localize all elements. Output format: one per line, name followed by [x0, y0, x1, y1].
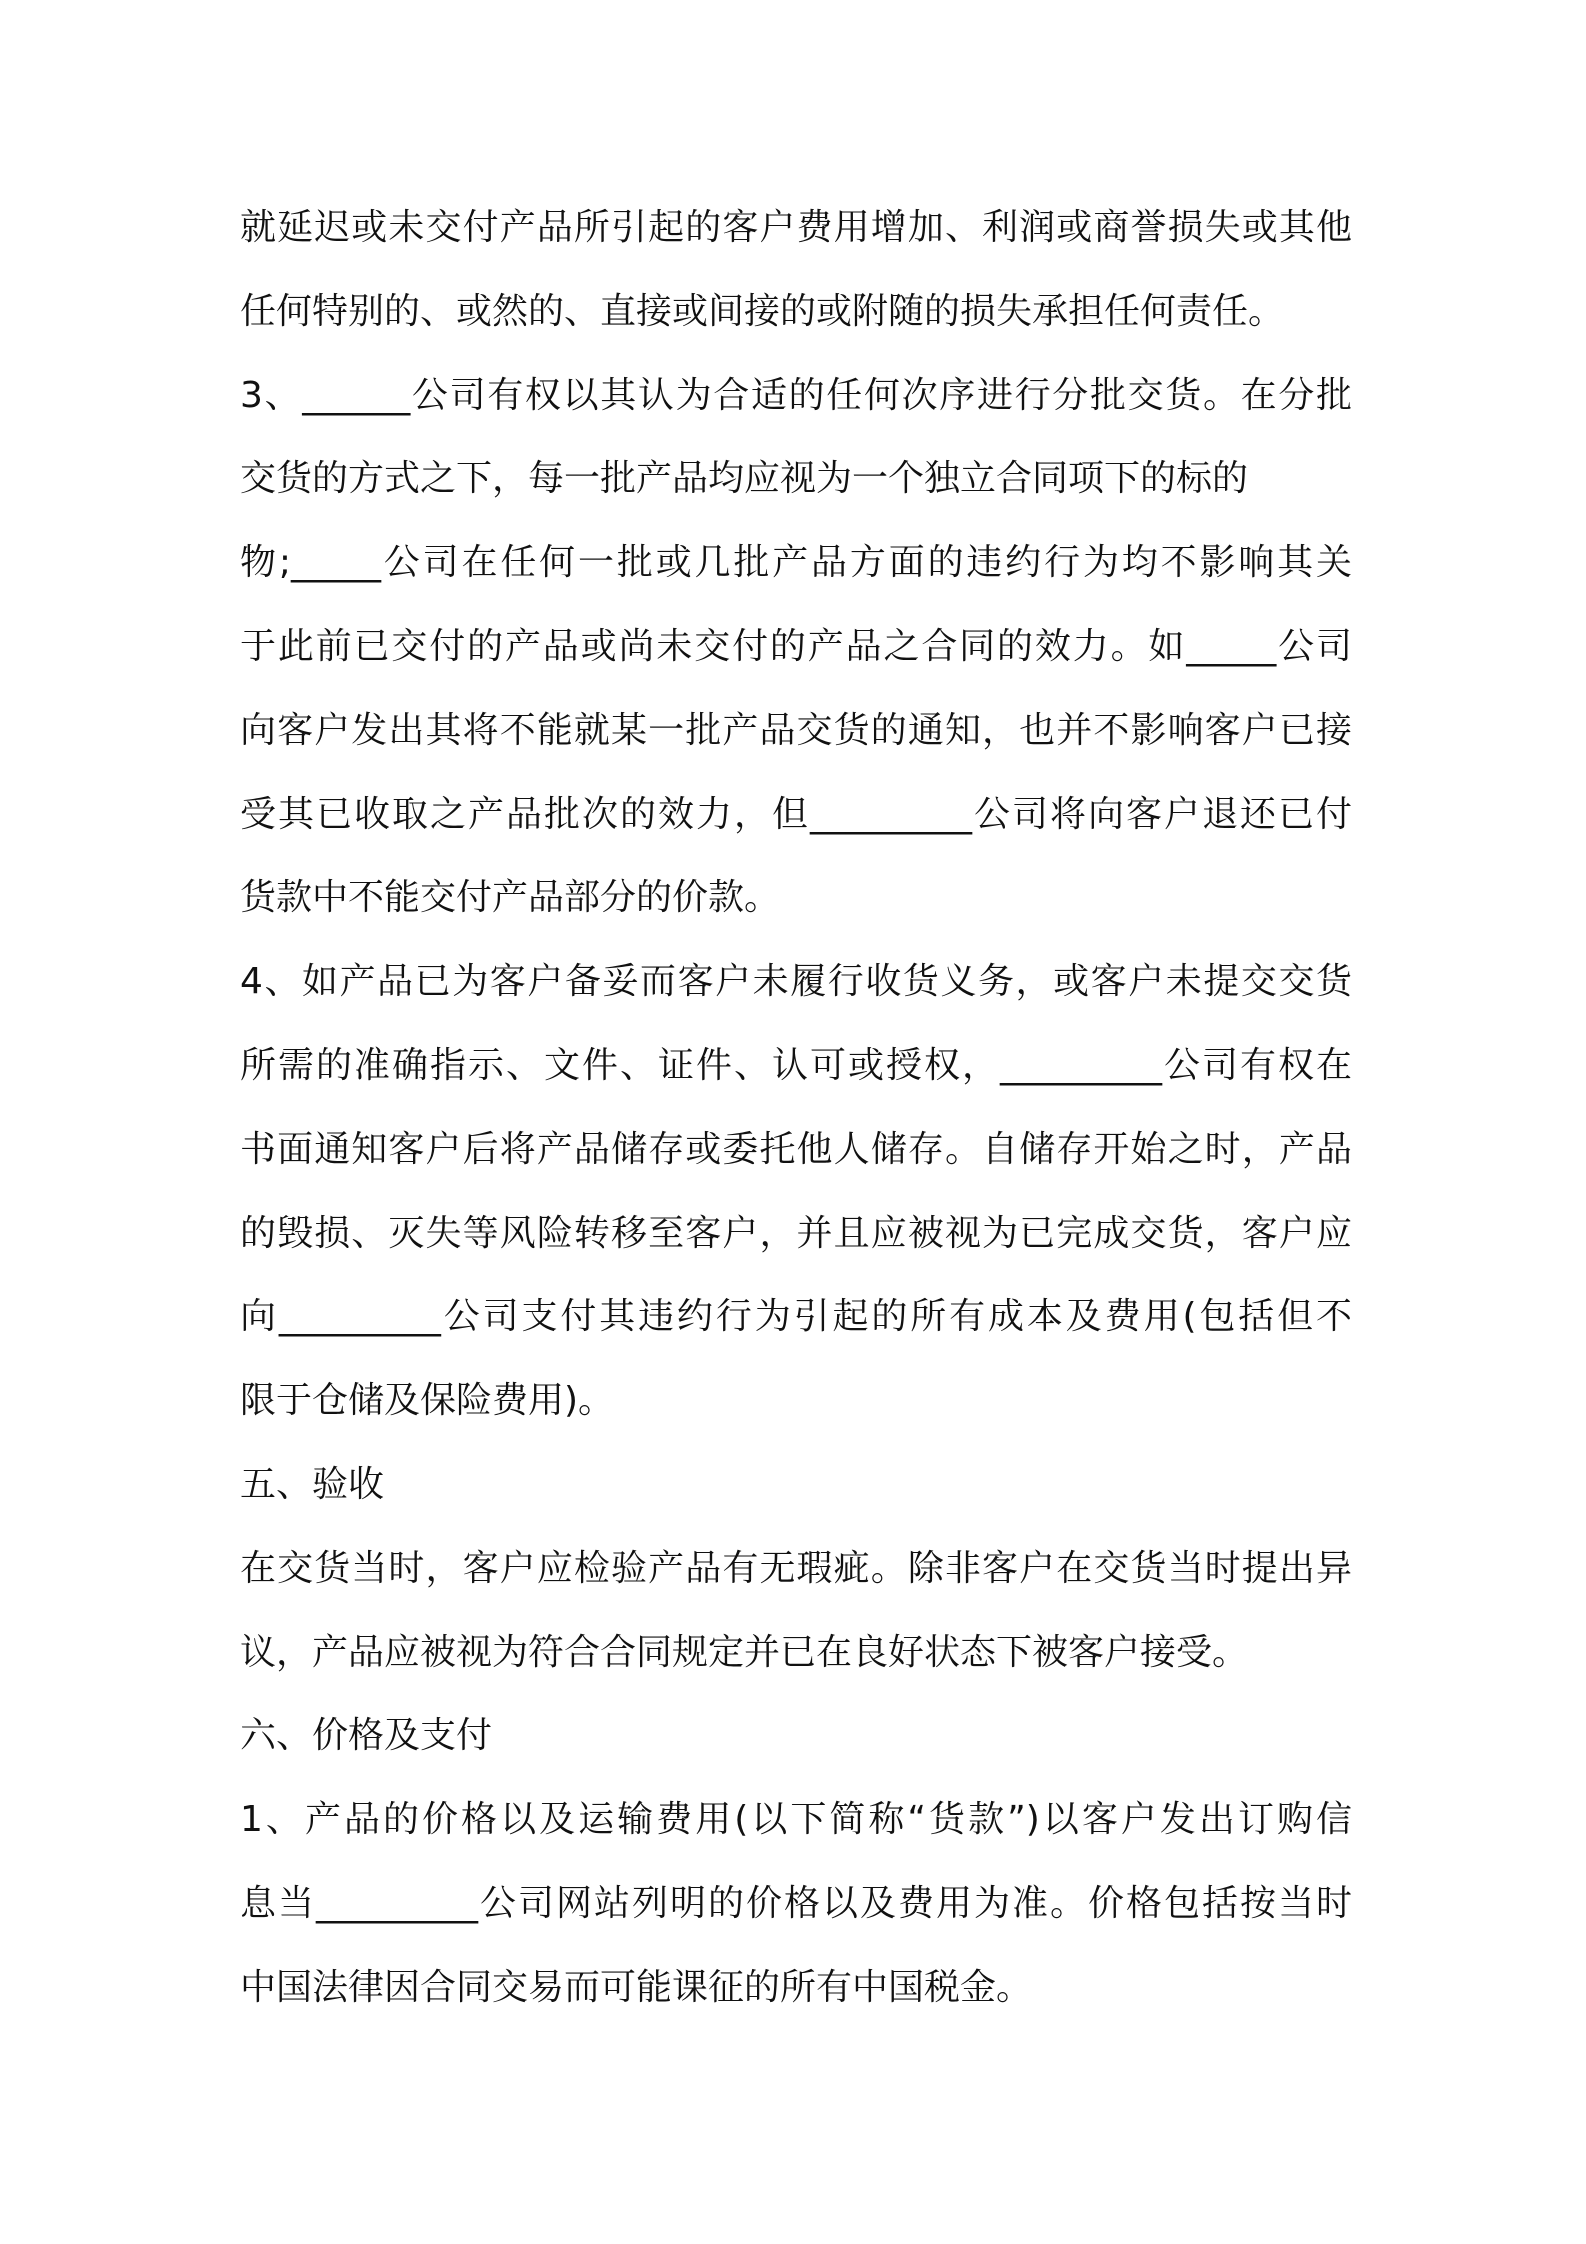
section-heading-price-payment: 六、价格及支付 — [240, 1715, 493, 1756]
text-line: 交货的方式之下，每一批产品均应视为一个独立合同项下的标的 — [240, 458, 1249, 499]
text-line: 向客户发出其将不能就某一批产品交货的通知，也并不影响客户已接 — [240, 710, 1352, 751]
text-line: 中国法律因合同交易而可能课征的所有中国税金。 — [240, 1967, 1033, 2008]
text-line: 货款中不能交付产品部分的价款。 — [240, 877, 781, 918]
text-line: 书面通知客户后将产品储存或委托他人储存。自储存开始之时，产品 — [240, 1129, 1352, 1170]
text-line: 在交货当时，客户应检验产品有无瑕疵。除非客户在交货当时提出异 — [240, 1548, 1352, 1589]
text-line: 任何特别的、或然的、直接或间接的或附随的损失承担任何责任。 — [240, 291, 1285, 332]
text-line: 限于仓储及保险费用)。 — [240, 1380, 615, 1421]
text-line: 物;_____公司在任何一批或几批产品方面的违约行为均不影响其关 — [240, 542, 1352, 583]
clause-4-heading-line: 4、如产品已为客户备妥而客户未履行收货义务，或客户未提交交货 — [240, 961, 1352, 1002]
text-line: 所需的准确指示、文件、证件、认可或授权，_________公司有权在 — [240, 1045, 1352, 1086]
text-line: 的毁损、灭失等风险转移至客户，并且应被视为已完成交货，客户应 — [240, 1213, 1352, 1254]
section-heading-acceptance: 五、验收 — [240, 1464, 385, 1505]
text-line: 就延迟或未交付产品所引起的客户费用增加、利润或商誉损失或其他 — [240, 207, 1352, 248]
clause-3-heading-line: 3、______公司有权以其认为合适的任何次序进行分批交货。在分批 — [240, 375, 1352, 416]
clause-1-heading-line: 1、产品的价格以及运输费用(以下简称“货款”)以客户发出订购信 — [240, 1799, 1352, 1840]
text-line: 息当_________公司网站列明的价格以及费用为准。价格包括按当时 — [240, 1883, 1352, 1924]
text-line: 受其已收取之产品批次的效力，但_________公司将向客户退还已付 — [240, 794, 1352, 835]
text-line: 议，产品应被视为符合合同规定并已在良好状态下被客户接受。 — [240, 1632, 1249, 1673]
text-line: 向_________公司支付其违约行为引起的所有成本及费用(包括但不 — [240, 1296, 1352, 1337]
text-line: 于此前已交付的产品或尚未交付的产品之合同的效力。如_____公司 — [240, 626, 1352, 667]
